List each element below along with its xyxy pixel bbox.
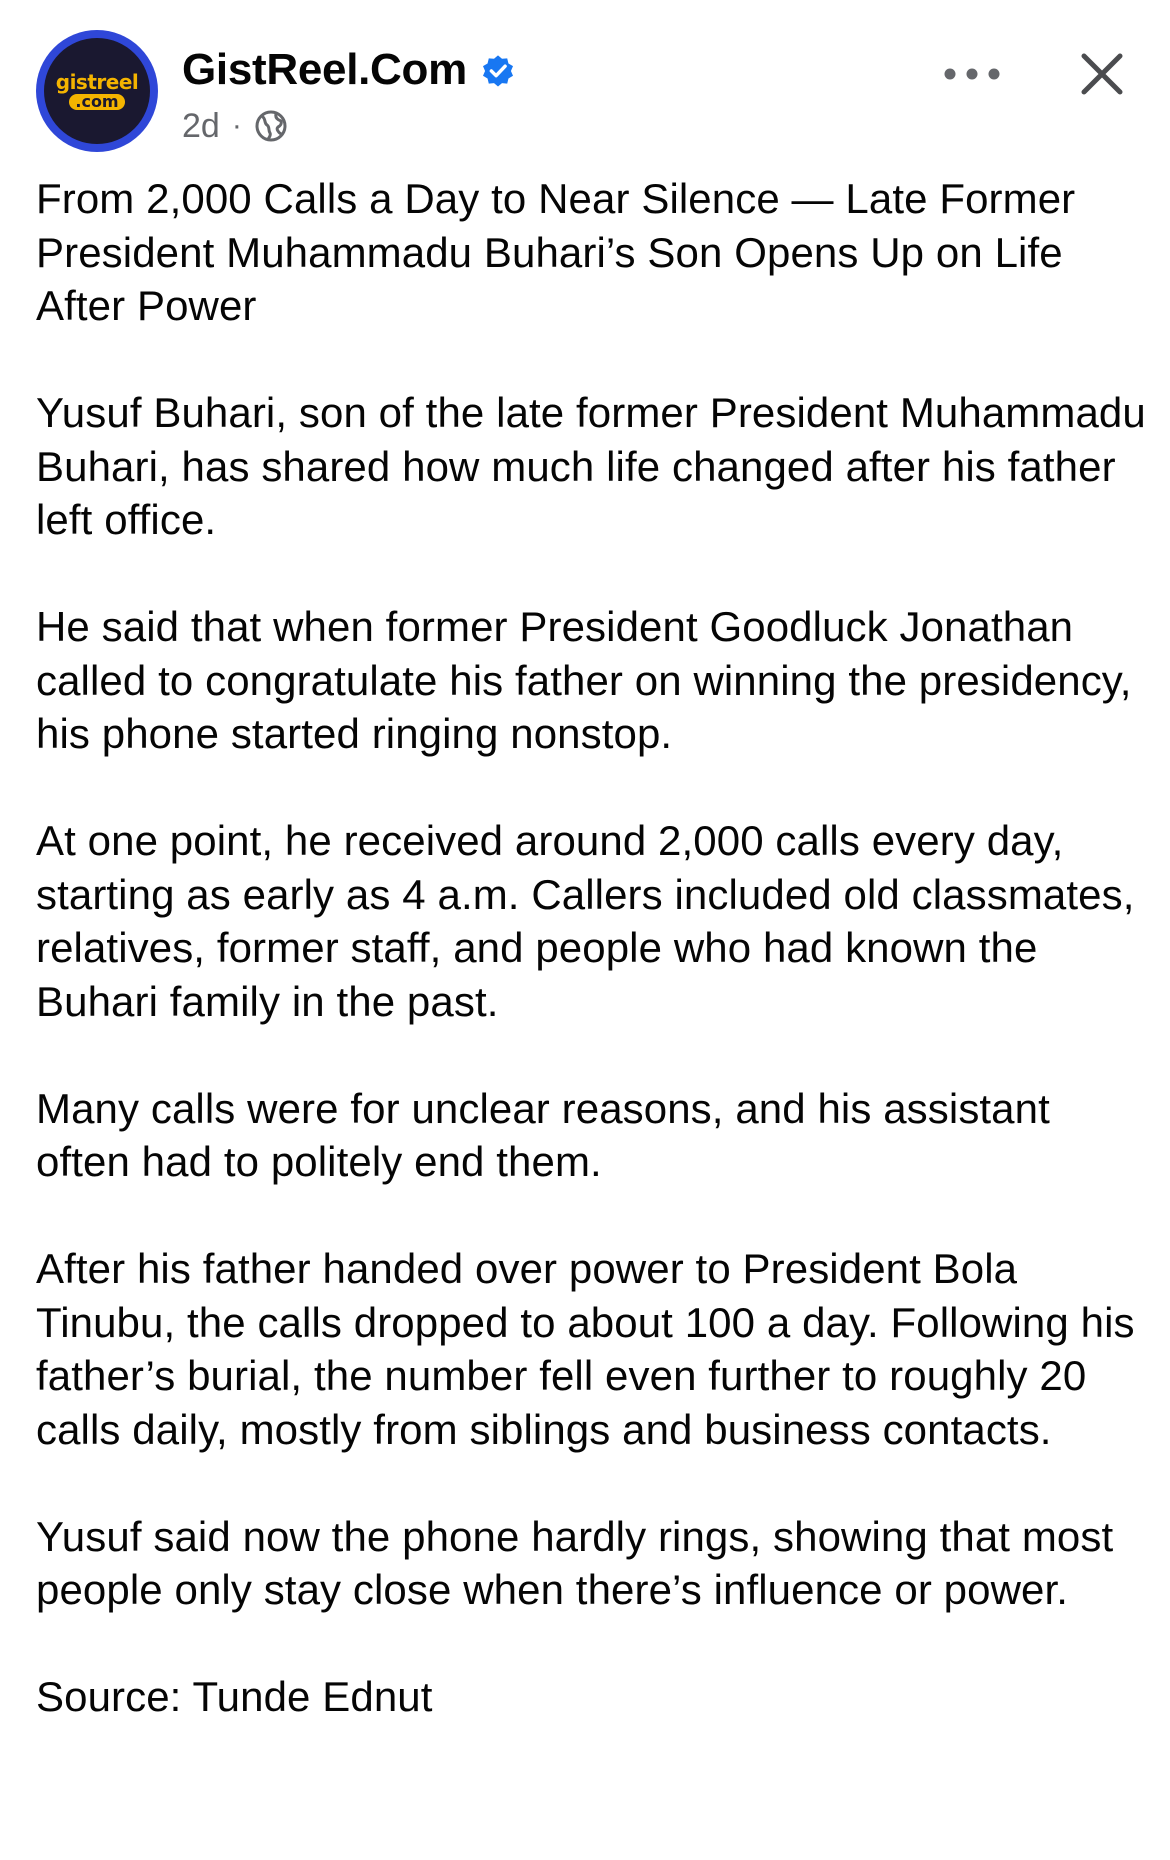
close-button[interactable] [1066, 38, 1138, 110]
avatar-logo [44, 38, 150, 144]
post-paragraph: At one point, he received around 2,000 calls every day, starting as early as 4 a.m. Callers included old classmates, relatives, former staff, and people who had known the Buhari family in the past. [36, 817, 1135, 1025]
post-header [36, 30, 1136, 155]
post-timestamp[interactable]: 2d [182, 106, 220, 145]
meta-separator: · [231, 109, 242, 142]
post-paragraph: Yusuf Buhari, son of the late former President Muhammadu Buhari, has shared how much life changed after his father left office. [36, 389, 1146, 543]
post-paragraph: He said that when former President Goodluck Jonathan called to congratulate his father on winning the presidency, his phone started ringing nonstop. [36, 603, 1132, 757]
page-name-row [182, 42, 517, 98]
close-icon [1078, 50, 1126, 98]
post-source: Source: Tunde Ednut [36, 1673, 433, 1720]
post-body [36, 172, 1146, 1777]
more-options-icon [942, 67, 1002, 81]
verified-badge-icon [479, 51, 517, 89]
post-meta [182, 104, 288, 148]
post-paragraph: Yusuf said now the phone hardly rings, showing that most people only stay close when there’s influence or power. [36, 1512, 1114, 1613]
avatar-logo-suffix: .com [69, 94, 124, 110]
post-paragraph: After his father handed over power to President Bola Tinubu, the calls dropped to about 100 a day. Following his father’s burial, the number fell even further to roughly 20 calls daily, mostly from siblings and business contacts. [36, 1245, 1135, 1453]
page-name-link[interactable]: GistReel.Com [182, 45, 467, 94]
globe-icon[interactable] [254, 109, 288, 143]
more-options-button[interactable] [936, 52, 1008, 96]
avatar-logo-text: gistreel [55, 70, 139, 94]
avatar[interactable] [36, 30, 158, 152]
post-paragraph: Many calls were for unclear reasons, and his assistant often had to politely end them. [36, 1084, 1050, 1185]
post-headline: From 2,000 Calls a Day to Near Silence — Late Former President Muhammadu Buhari’s Son Opens Up on Life After Power [36, 175, 1076, 329]
